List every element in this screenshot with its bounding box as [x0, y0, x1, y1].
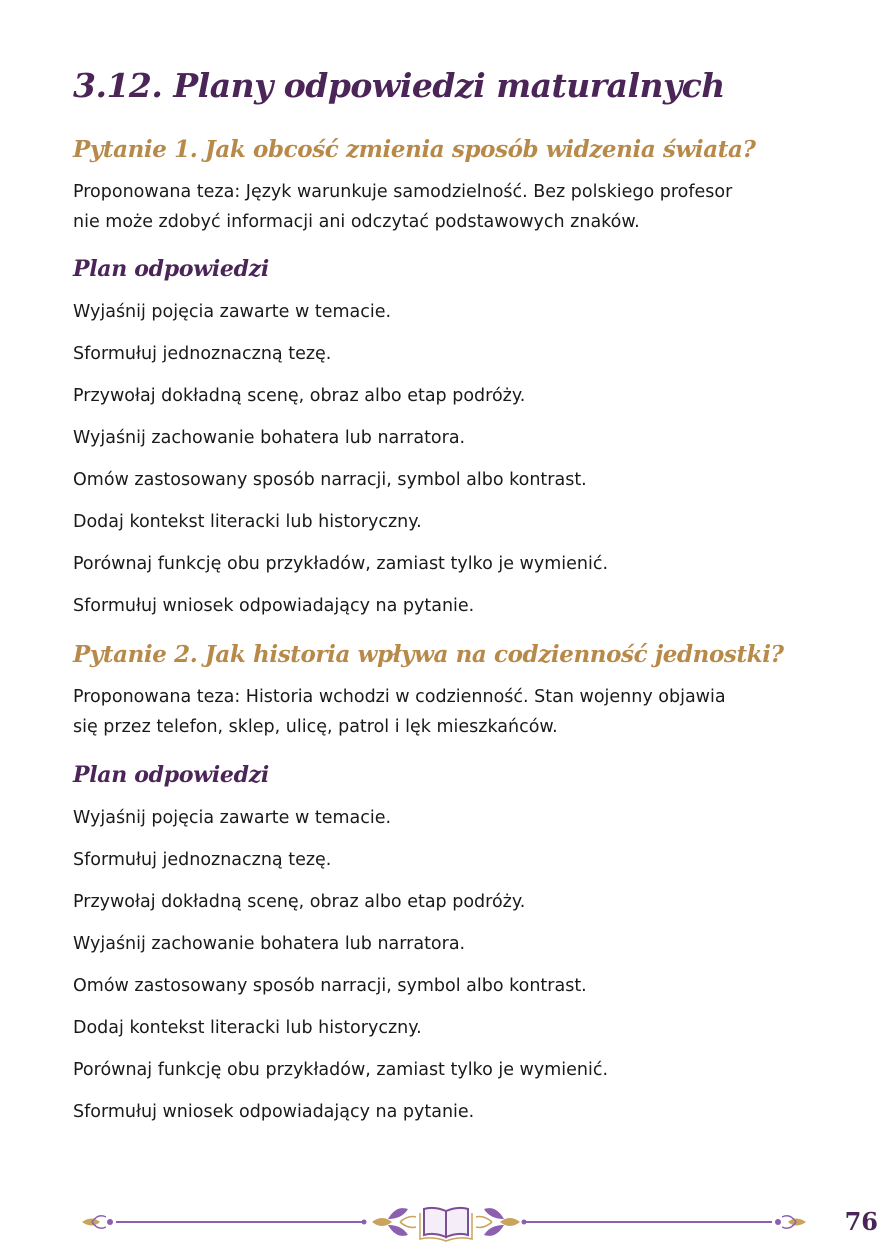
- plan-step: Sformułuj jednoznaczną tezę.: [73, 344, 332, 364]
- thesis-line: Proponowana teza: Historia wchodzi w codzienność. Stan wojenny objawia: [73, 687, 726, 707]
- page-number: 76: [844, 1207, 878, 1236]
- question-2-heading: Pytanie 2. Jak historia wpływa na codzienność jednostki?: [73, 641, 784, 668]
- plan-step: Omów zastosowany sposób narracji, symbol albo kontrast.: [73, 470, 587, 490]
- right-sprig-icon: [775, 1216, 806, 1228]
- plan-step: Wyjaśnij zachowanie bohatera lub narratora.: [73, 934, 466, 954]
- plan-step: Sformułuj wniosek odpowiadający na pytanie.: [73, 596, 475, 616]
- page-title: 3.12. Plany odpowiedzi maturalnych: [73, 66, 725, 105]
- thesis-line: Proponowana teza: Język warunkuje samodzielność. Bez polskiego profesor: [73, 182, 733, 202]
- plan-step: Dodaj kontekst literacki lub historyczny.: [73, 1018, 422, 1038]
- left-leaves-icon: [372, 1208, 416, 1236]
- question-2-thesis: [73, 682, 833, 742]
- plan-step: Wyjaśnij zachowanie bohatera lub narratora.: [73, 428, 466, 448]
- thesis-line: nie może zdobyć informacji ani odczytać podstawowych znaków.: [73, 212, 640, 232]
- thesis-line: się przez telefon, sklep, ulicę, patrol i lęk mieszkańców.: [73, 717, 558, 737]
- plan-step: Przywołaj dokładną scenę, obraz albo etap podróży.: [73, 386, 526, 406]
- plan-step: Sformułuj wniosek odpowiadający na pytanie.: [73, 1102, 475, 1122]
- plan-step: Wyjaśnij pojęcia zawarte w temacie.: [73, 302, 392, 322]
- footer-ornament: [0, 1195, 892, 1255]
- plan-step: Omów zastosowany sposób narracji, symbol albo kontrast.: [73, 976, 587, 996]
- plan-heading-2: Plan odpowiedzi: [73, 762, 269, 788]
- plan-step: Porównaj funkcję obu przykładów, zamiast tylko je wymienić.: [73, 554, 609, 574]
- right-leaves-icon: [476, 1208, 520, 1236]
- plan-steps-2: [73, 803, 833, 1139]
- question-1-heading: Pytanie 1. Jak obcość zmienia sposób widzenia świata?: [73, 136, 756, 163]
- plan-step: Sformułuj jednoznaczną tezę.: [73, 850, 332, 870]
- plan-step: Dodaj kontekst literacki lub historyczny.: [73, 512, 422, 532]
- plan-heading-1: Plan odpowiedzi: [73, 256, 269, 282]
- plan-step: Wyjaśnij pojęcia zawarte w temacie.: [73, 808, 392, 828]
- plan-step: Porównaj funkcję obu przykładów, zamiast tylko je wymienić.: [73, 1060, 609, 1080]
- question-1-thesis: [73, 177, 833, 237]
- left-sprig-icon: [82, 1216, 113, 1228]
- plan-step: Przywołaj dokładną scenę, obraz albo etap podróży.: [73, 892, 526, 912]
- open-book-icon: [420, 1208, 472, 1241]
- plan-steps-1: [73, 297, 833, 633]
